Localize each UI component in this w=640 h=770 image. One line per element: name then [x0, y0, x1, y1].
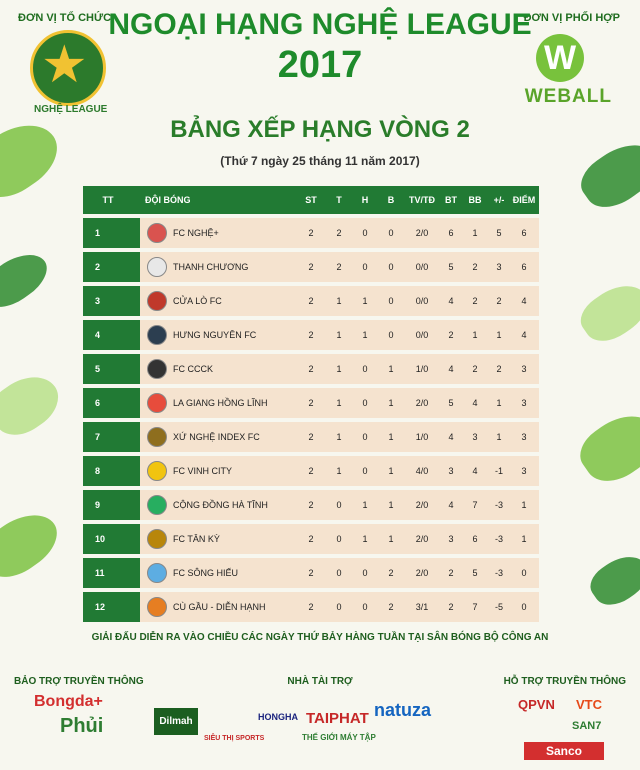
row-drawn: 0 — [362, 398, 368, 408]
row-lost: 2 — [388, 568, 394, 578]
row-goals-for: 4 — [448, 432, 454, 442]
row-played: 2 — [308, 500, 314, 510]
row-played: 2 — [308, 330, 314, 340]
row-goals-against: 4 — [472, 398, 478, 408]
row-lost: 0 — [388, 330, 394, 340]
row-points: 4 — [521, 296, 527, 306]
table-row — [83, 286, 539, 316]
sponsor-logo-phui: Phủi — [60, 715, 104, 737]
sponsor-logo-vtc: VTC — [576, 697, 602, 712]
row-goals-for: 4 — [448, 364, 454, 374]
row-points: 3 — [521, 398, 527, 408]
row-rank: 10 — [83, 524, 140, 554]
header-points: ĐIỂM — [512, 195, 536, 205]
team-crest-icon — [147, 461, 167, 481]
row-goals-against: 4 — [472, 466, 478, 476]
row-rank: 9 — [83, 490, 140, 520]
row-cards: 1/0 — [415, 364, 429, 374]
header-won: T — [336, 195, 342, 205]
row-rank: 4 — [83, 320, 140, 350]
row-lost: 0 — [388, 228, 394, 238]
table-row — [83, 592, 539, 622]
table-row — [83, 490, 539, 520]
sponsor-logo-qpvn: QPVN — [518, 697, 555, 712]
row-points: 3 — [521, 466, 527, 476]
media-label-left: BẢO TRỢ TRUYỀN THÔNG — [14, 676, 144, 687]
row-points: 1 — [521, 534, 527, 544]
row-won: 1 — [336, 432, 342, 442]
row-played: 2 — [308, 534, 314, 544]
row-points: 0 — [521, 568, 527, 578]
partner-label: ĐƠN VỊ PHỐI HỢP — [523, 12, 620, 24]
row-drawn: 1 — [362, 330, 368, 340]
row-played: 2 — [308, 398, 314, 408]
table-row — [83, 218, 539, 248]
row-played: 2 — [308, 296, 314, 306]
row-drawn: 0 — [362, 602, 368, 612]
row-won: 1 — [336, 466, 342, 476]
row-team-name: FC VINH CITY — [173, 466, 233, 476]
row-points: 4 — [521, 330, 527, 340]
row-goals-for: 4 — [448, 500, 454, 510]
row-drawn: 0 — [362, 364, 368, 374]
row-drawn: 1 — [362, 500, 368, 510]
table-row — [83, 422, 539, 452]
header-goals-for: BT — [445, 195, 457, 205]
team-crest-icon — [147, 563, 167, 583]
row-goals-against: 3 — [472, 432, 478, 442]
sponsor-logo-natuza: natuza — [374, 700, 432, 720]
team-crest-icon — [147, 291, 167, 311]
decor-stroke — [0, 244, 55, 317]
row-played: 2 — [308, 602, 314, 612]
sponsor-logo-sanco: Sanco — [524, 742, 604, 760]
row-cards: 0/0 — [415, 262, 429, 272]
row-goals-for: 2 — [448, 602, 454, 612]
row-goals-against: 7 — [472, 500, 478, 510]
star-icon: ★ — [41, 36, 88, 94]
row-won: 2 — [336, 262, 342, 272]
decor-stroke — [0, 364, 68, 445]
row-rank: 8 — [83, 456, 140, 486]
row-lost: 0 — [388, 296, 394, 306]
row-drawn: 0 — [362, 262, 368, 272]
row-team-name: CÙ GẦU - DIỄN HẠNH — [173, 602, 266, 612]
sponsor-logo-thegioimaytap: THẾ GIỚI MÁY TẬP — [302, 733, 376, 742]
row-rank: 5 — [83, 354, 140, 384]
decor-stroke — [0, 502, 67, 589]
team-crest-icon — [147, 257, 167, 277]
page-title: NGOẠI HẠNG NGHỆ LEAGUE — [108, 8, 532, 41]
media-label-right: HỖ TRỢ TRUYỀN THÔNG — [503, 676, 626, 687]
row-rank: 7 — [83, 422, 140, 452]
team-crest-icon — [147, 325, 167, 345]
team-crest-icon — [147, 223, 167, 243]
row-drawn: 1 — [362, 534, 368, 544]
row-drawn: 0 — [362, 568, 368, 578]
row-goals-for: 3 — [448, 534, 454, 544]
row-drawn: 0 — [362, 228, 368, 238]
team-crest-icon — [147, 495, 167, 515]
decor-stroke — [584, 546, 640, 613]
sponsor-logo-hongha: HONGHA — [258, 712, 298, 722]
table-header — [83, 186, 539, 214]
row-team-name: CỘNG ĐỒNG HÀ TĨNH — [173, 500, 268, 510]
row-rank: 12 — [83, 592, 140, 622]
row-goals-for: 5 — [448, 262, 454, 272]
row-won: 0 — [336, 534, 342, 544]
row-drawn: 0 — [362, 466, 368, 476]
row-won: 1 — [336, 364, 342, 374]
row-team-name: FC SÔNG HIẾU — [173, 568, 239, 578]
row-goals-against: 1 — [472, 330, 478, 340]
sponsor-logo-taiphat: TAIPHAT — [306, 710, 369, 727]
row-goals-against: 2 — [472, 296, 478, 306]
row-goal-diff: -5 — [494, 602, 503, 612]
row-played: 2 — [308, 262, 314, 272]
row-goal-diff: 1 — [496, 330, 502, 340]
header-rank: TT — [102, 195, 114, 205]
row-cards: 3/1 — [415, 602, 429, 612]
row-played: 2 — [308, 432, 314, 442]
row-played: 2 — [308, 466, 314, 476]
row-team-name: HƯNG NGUYÊN FC — [173, 330, 257, 340]
row-points: 3 — [521, 432, 527, 442]
row-lost: 0 — [388, 262, 394, 272]
sponsor-logo-dilmah: Dilmah — [154, 708, 198, 735]
row-points: 6 — [521, 262, 527, 272]
table-row — [83, 320, 539, 350]
row-goal-diff: 2 — [496, 364, 502, 374]
standings-table — [83, 186, 539, 626]
header-goal-diff: +/- — [493, 195, 505, 205]
row-goals-for: 2 — [448, 568, 454, 578]
row-cards: 2/0 — [415, 398, 429, 408]
row-goals-against: 7 — [472, 602, 478, 612]
row-goals-for: 4 — [448, 296, 454, 306]
row-goals-for: 3 — [448, 466, 454, 476]
row-rank: 11 — [83, 558, 140, 588]
row-played: 2 — [308, 364, 314, 374]
league-logo-text: NGHỆ LEAGUE — [34, 104, 108, 115]
row-goal-diff: 5 — [496, 228, 502, 238]
row-cards: 2/0 — [415, 568, 429, 578]
row-won: 2 — [336, 228, 342, 238]
decor-stroke — [571, 402, 640, 493]
row-goal-diff: 1 — [496, 432, 502, 442]
row-lost: 1 — [388, 534, 394, 544]
table-row — [83, 524, 539, 554]
table-row — [83, 388, 539, 418]
row-rank: 6 — [83, 388, 140, 418]
table-row — [83, 252, 539, 282]
row-lost: 2 — [388, 602, 394, 612]
row-cards: 2/0 — [415, 534, 429, 544]
row-points: 0 — [521, 602, 527, 612]
row-points: 3 — [521, 364, 527, 374]
partner-logo: W — [536, 34, 584, 82]
header-lost: B — [387, 195, 395, 205]
row-goal-diff: -3 — [494, 500, 503, 510]
standings-date: (Thứ 7 ngày 25 tháng 11 năm 2017) — [220, 154, 420, 168]
table-body — [83, 218, 539, 622]
sponsor-logo-bongda: Bongda+ — [34, 693, 103, 710]
row-rank: 1 — [83, 218, 140, 248]
row-team-name: FC NGHỆ+ — [173, 228, 219, 238]
team-crest-icon — [147, 597, 167, 617]
table-row — [83, 354, 539, 384]
row-lost: 1 — [388, 364, 394, 374]
row-team-name: FC CCCK — [173, 364, 213, 374]
row-team-name: THANH CHƯƠNG — [173, 262, 249, 272]
team-crest-icon — [147, 529, 167, 549]
sponsor-logo-san7: SAN7 — [572, 720, 602, 732]
row-points: 6 — [521, 228, 527, 238]
sponsor-label: NHÀ TÀI TRỢ — [287, 676, 353, 687]
row-goals-for: 5 — [448, 398, 454, 408]
row-won: 0 — [336, 500, 342, 510]
row-rank: 2 — [83, 252, 140, 282]
row-won: 0 — [336, 568, 342, 578]
row-goals-for: 2 — [448, 330, 454, 340]
row-goals-against: 2 — [472, 364, 478, 374]
table-row — [83, 456, 539, 486]
row-team-name: LA GIANG HỒNG LĨNH — [173, 398, 268, 408]
team-crest-icon — [147, 359, 167, 379]
row-won: 0 — [336, 602, 342, 612]
header-played: ST — [305, 195, 317, 205]
row-goal-diff: -3 — [494, 568, 503, 578]
schedule-note: GIẢI ĐẤU DIỄN RA VÀO CHIỀU CÁC NGÀY THỨ BẢY HÀNG TUẦN TẠI SÂN BÓNG BỘ CÔNG AN — [91, 632, 549, 643]
row-goals-against: 1 — [472, 228, 478, 238]
row-goals-against: 5 — [472, 568, 478, 578]
header-goals-against: BB — [468, 195, 482, 205]
row-goal-diff: -3 — [494, 534, 503, 544]
decor-stroke — [573, 132, 640, 219]
row-goals-for: 6 — [448, 228, 454, 238]
row-rank: 3 — [83, 286, 140, 316]
organizer-label: ĐƠN VỊ TỔ CHỨC — [18, 12, 112, 24]
row-goal-diff: 1 — [496, 398, 502, 408]
decor-stroke — [573, 274, 640, 351]
row-team-name: FC TÂN KỲ — [173, 534, 220, 544]
row-won: 1 — [336, 398, 342, 408]
row-won: 1 — [336, 296, 342, 306]
row-goal-diff: 3 — [496, 262, 502, 272]
row-goal-diff: -1 — [494, 466, 503, 476]
row-goal-diff: 2 — [496, 296, 502, 306]
header-drawn: H — [361, 195, 369, 205]
header-team: ĐỘI BÓNG — [145, 195, 191, 205]
table-row — [83, 558, 539, 588]
row-cards: 0/0 — [415, 330, 429, 340]
row-lost: 1 — [388, 398, 394, 408]
row-won: 1 — [336, 330, 342, 340]
partner-logo-text: WEBALL — [524, 86, 612, 107]
header-cards: TV/TĐ — [409, 195, 435, 205]
row-played: 2 — [308, 228, 314, 238]
row-points: 1 — [521, 500, 527, 510]
standings-title: BẢNG XẾP HẠNG VÒNG 2 — [170, 116, 470, 143]
row-cards: 2/0 — [415, 500, 429, 510]
row-drawn: 0 — [362, 432, 368, 442]
row-goals-against: 6 — [472, 534, 478, 544]
page-title-year: 2017 — [277, 44, 363, 86]
row-team-name: CỬA LÒ FC — [173, 296, 222, 306]
row-goals-against: 2 — [472, 262, 478, 272]
row-played: 2 — [308, 568, 314, 578]
row-lost: 1 — [388, 432, 394, 442]
row-drawn: 1 — [362, 296, 368, 306]
row-cards: 2/0 — [415, 228, 429, 238]
team-crest-icon — [147, 427, 167, 447]
row-cards: 0/0 — [415, 296, 429, 306]
row-team-name: XỨ NGHỆ INDEX FC — [173, 432, 260, 442]
row-cards: 1/0 — [415, 432, 429, 442]
sponsor-logo-sieuthi: SIÊU THỊ SPORTS — [204, 735, 265, 742]
row-lost: 1 — [388, 466, 394, 476]
team-crest-icon — [147, 393, 167, 413]
row-lost: 1 — [388, 500, 394, 510]
row-cards: 4/0 — [415, 466, 429, 476]
